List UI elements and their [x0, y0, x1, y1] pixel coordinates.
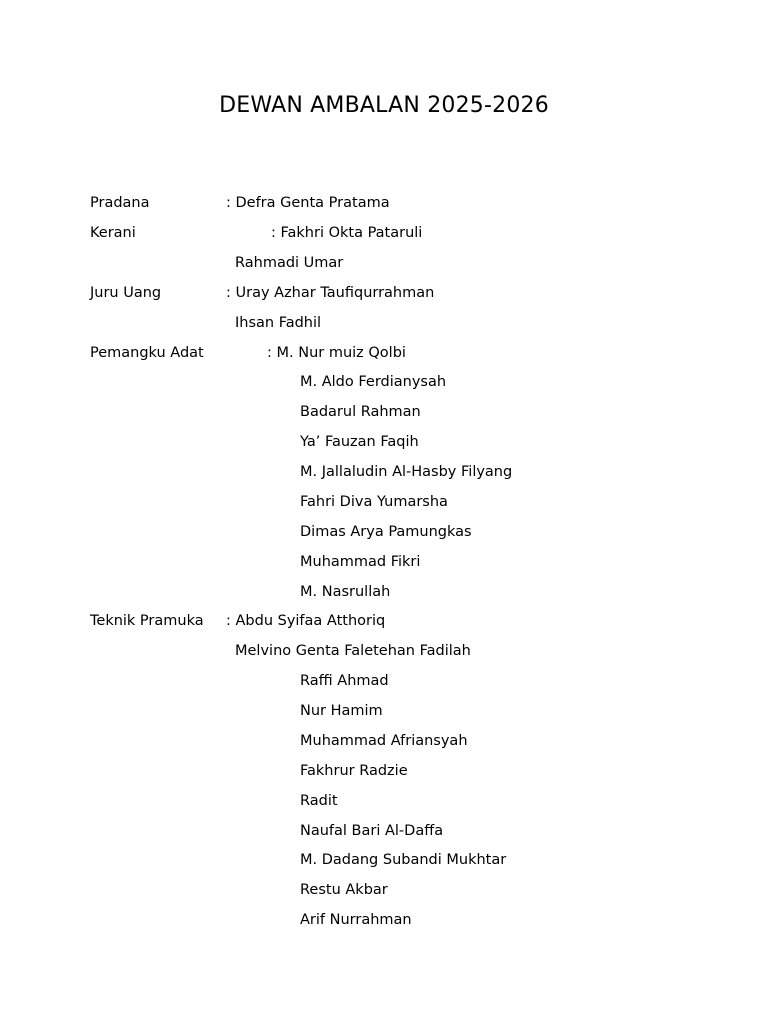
role-label-pemangku-adat: Pemangku Adat: [90, 345, 204, 361]
member-name: Ya’ Fauzan Faqih: [300, 434, 419, 450]
member-name: Radit: [300, 793, 338, 809]
member-name: Ihsan Fadhil: [235, 315, 322, 331]
member-name: Muhammad Afriansyah: [300, 733, 468, 749]
member-name: Fakhrur Radzie: [300, 763, 408, 779]
member-name: Rahmadi Umar: [235, 255, 344, 271]
member-name: Badarul Rahman: [300, 404, 421, 420]
member-name: : Uray Azhar Taufiqurrahman: [226, 285, 435, 301]
member-name: Muhammad Fikri: [300, 554, 421, 570]
member-name: Nur Hamim: [300, 703, 383, 719]
member-name: Restu Akbar: [300, 882, 388, 898]
member-name: : Abdu Syifaa Atthoriq: [226, 613, 386, 629]
role-label-juru-uang: Juru Uang: [90, 285, 162, 301]
member-name: : M. Nur muiz Qolbi: [267, 345, 406, 361]
member-name: Dimas Arya Pamungkas: [300, 524, 472, 540]
member-name: M. Nasrullah: [300, 584, 391, 600]
member-name: Raffi Ahmad: [300, 673, 389, 689]
role-label-kerani: Kerani: [90, 225, 136, 241]
member-name: Naufal Bari Al-Daffa: [300, 823, 444, 839]
document-title: DEWAN AMBALAN 2025-2026: [219, 93, 549, 118]
role-label-teknik-pramuka: Teknik Pramuka: [90, 613, 204, 629]
member-name: : Defra Genta Pratama: [226, 195, 390, 211]
role-label-pradana: Pradana: [90, 195, 150, 211]
member-name: M. Jallaludin Al-Hasby Filyang: [300, 464, 513, 480]
member-name: Melvino Genta Faletehan Fadilah: [235, 643, 471, 659]
member-name: Fahri Diva Yumarsha: [300, 494, 448, 510]
member-name: M. Aldo Ferdianysah: [300, 374, 447, 390]
member-name: Arif Nurrahman: [300, 912, 412, 928]
member-name: M. Dadang Subandi Mukhtar: [300, 852, 507, 868]
member-name: : Fakhri Okta Pataruli: [271, 225, 423, 241]
